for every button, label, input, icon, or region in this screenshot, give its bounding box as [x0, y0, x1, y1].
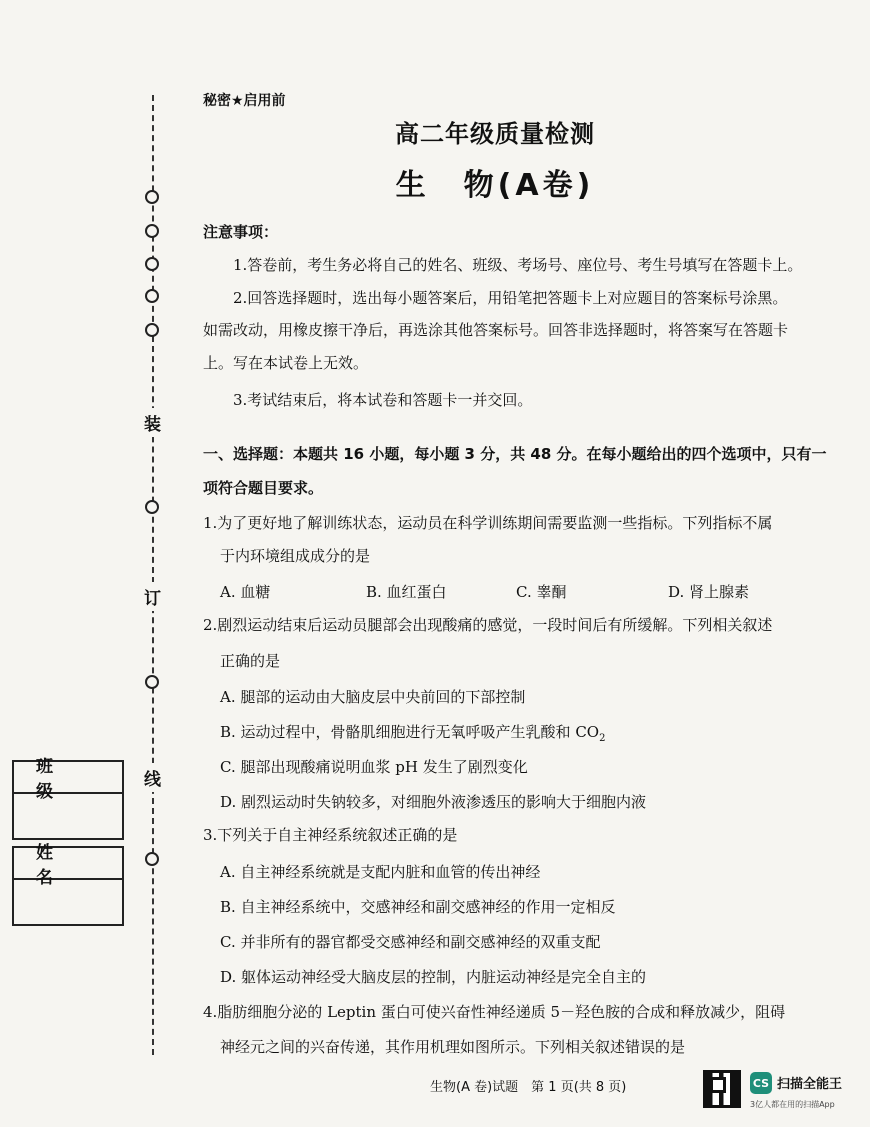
binding-char-zhuang: 装 [144, 408, 161, 437]
confidential-mark: 秘密★启用前 [203, 93, 286, 109]
note-2-line-3: 上。写在本试卷上无效。 [203, 354, 369, 372]
q1-stem: 1.为了更好地了解训练状态，运动员在科学训练期间需要监测一些指标。下列指标不属 [203, 514, 773, 532]
q4-stem-cont: 神经元之间的兴奋传递，其作用机理如图所示。下列相关叙述错误的是 [220, 1038, 686, 1056]
page-footer: 生物(A 卷)试题 第 1 页(共 8 页) [430, 1080, 627, 1095]
q1-option-a: A. 血糖 [220, 583, 271, 601]
exam-title: 高二年级质量检测 [395, 120, 595, 148]
binding-hole [145, 289, 159, 303]
notes-title: 注意事项： [203, 223, 279, 241]
section-1-heading-cont: 项符合题目要求。 [203, 479, 324, 497]
note-2-line-1: 2.回答选择题时，选出每小题答案后，用铅笔把答题卡上对应题目的答案标号涂黑。 [233, 289, 788, 307]
subject-title: 生 物(A卷) [395, 168, 595, 203]
binding-hole [145, 224, 159, 238]
q3-option-b: B. 自主神经系统中，交感神经和副交感神经的作用一定相反 [220, 898, 616, 916]
note-1: 1.答卷前，考生务必将自己的姓名、班级、考场号、座位号、考生号填写在答题卡上。 [233, 256, 803, 274]
q2-option-b-text: B. 运动过程中，骨骼肌细胞进行无氧呼吸产生乳酸和 CO [220, 723, 600, 741]
section-1-heading: 一、选择题：本题共 16 小题，每小题 3 分，共 48 分。在每小题给出的四个选项中，只有一 [203, 445, 827, 463]
q3-option-c: C. 并非所有的器官都受交感神经和副交感神经的双重支配 [220, 933, 601, 951]
binding-hole [145, 500, 159, 514]
q3-option-a: A. 自主神经系统就是支配内脏和血管的传出神经 [220, 863, 541, 881]
q2-stem: 2.剧烈运动结束后运动员腿部会出现酸痛的感觉，一段时间后有所缓解。下列相关叙述 [203, 616, 773, 634]
binding-hole [145, 852, 159, 866]
note-2-line-2: 如需改动，用橡皮擦干净后，再选涂其他答案标号。回答非选择题时，将答案写在答题卡 [203, 321, 789, 339]
q2-stem-cont: 正确的是 [220, 652, 281, 670]
camscanner-tagline: 3亿人都在用的扫描App [750, 1100, 835, 1109]
camscanner-logo-icon: CS [750, 1072, 772, 1094]
q2-option-a: A. 腿部的运动由大脑皮层中央前回的下部控制 [220, 688, 526, 706]
qr-code-icon [703, 1070, 741, 1108]
q1-option-b: B. 血红蛋白 [366, 583, 447, 601]
q1-option-c: C. 睾酮 [516, 583, 567, 601]
note-3: 3.考试结束后，将本试卷和答题卡一并交回。 [233, 391, 533, 409]
q4-stem: 4.脂肪细胞分泌的 Leptin 蛋白可使兴奋性神经递质 5－羟色胺的合成和释放减少，阻碍 [203, 1003, 786, 1021]
binding-char-ding: 订 [144, 582, 161, 611]
binding-hole [145, 323, 159, 337]
q2-option-d: D. 剧烈运动时失钠较多，对细胞外液渗透压的影响大于细胞内液 [220, 793, 647, 811]
binding-hole [145, 257, 159, 271]
q3-option-d: D. 躯体运动神经受大脑皮层的控制，内脏运动神经是完全自主的 [220, 968, 647, 986]
name-label: 姓 名 [14, 848, 122, 880]
q1-option-d: D. 肾上腺素 [668, 583, 750, 601]
q2-option-b [220, 721, 605, 744]
q3-stem: 3.下列关于自主神经系统叙述正确的是 [203, 826, 458, 844]
binding-dashed-line [152, 95, 154, 1055]
class-label: 班 级 [14, 762, 122, 794]
name-box [12, 843, 124, 926]
camscanner-name: 扫描全能王 [777, 1077, 843, 1092]
binding-hole [145, 675, 159, 689]
q1-stem-cont: 于内环境组成成分的是 [220, 547, 371, 565]
binding-char-xian: 线 [144, 763, 161, 792]
q2-option-c: C. 腿部出现酸痛说明血浆 pH 发生了剧烈变化 [220, 758, 528, 776]
class-box [12, 757, 124, 840]
q2-option-b-subscript: 2 [599, 733, 606, 744]
